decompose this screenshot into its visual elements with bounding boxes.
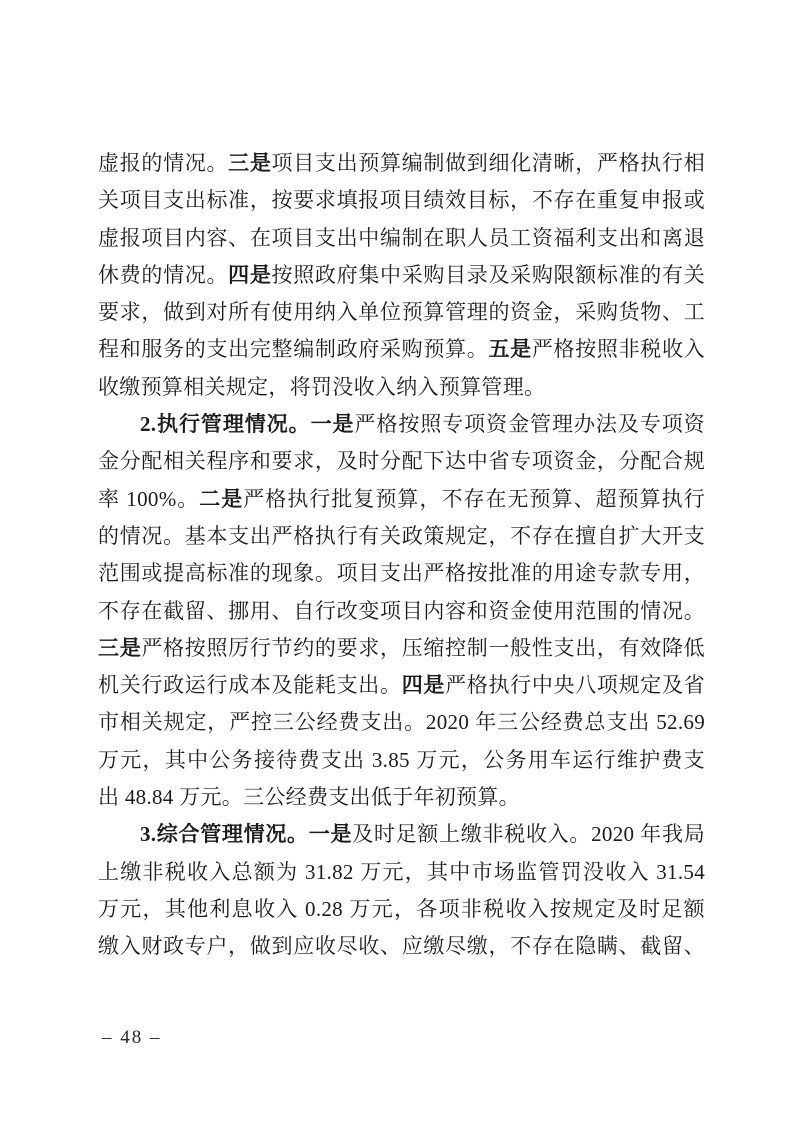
text-segment: 严格执行中央八项规定及省 (445, 673, 705, 698)
text-segment: 项目支出预算编制做到细化清晰，严格执行相 (271, 151, 705, 175)
text-segment: 率 100%。 (98, 486, 200, 511)
text-segment-bold: 3.综合管理情况。一是 (140, 822, 353, 847)
text-line (98, 294, 705, 331)
text-line (98, 928, 705, 965)
text-line (98, 443, 705, 480)
text-segment: 缴入财政专户，做到应收尽收、应缴尽缴，不存在隐瞒、截留、 (98, 934, 705, 959)
page-number: – 48 – (102, 1027, 162, 1048)
text-line (98, 369, 705, 406)
text-line (98, 891, 705, 928)
text-segment: 上缴非税收入总额为 31.82 万元，其中市场监管罚没收入 31.54 (98, 859, 705, 884)
text-segment: 程和服务的支出完整编制政府采购预算。 (98, 337, 489, 362)
text-segment: 休费的情况。 (98, 262, 229, 287)
text-segment-bold: 四是 (401, 673, 446, 698)
text-segment: 严格按照厉行节约的要求，压缩控制一般性支出，有效降低 (141, 635, 705, 660)
text-segment: 万元，其他利息收入 0.28 万元，各项非税收入按规定及时足额 (98, 896, 705, 921)
text-line (98, 220, 705, 257)
paragraph (98, 406, 705, 816)
text-segment: 严格按照专项资金管理办法及专项资 (354, 412, 705, 437)
document-body (98, 145, 705, 966)
text-segment: 金分配相关程序和要求，及时分配下达中省专项资金，分配合规 (98, 449, 705, 474)
text-segment: 及时足额上缴非税收入。2020 年我局 (352, 822, 705, 847)
text-segment-bold: 四是 (228, 262, 272, 287)
text-line (98, 816, 705, 853)
text-line (98, 518, 705, 555)
text-line (98, 704, 705, 741)
text-segment: 虚报项目内容、在项目支出中编制在职人员工资福利支出和离退 (98, 225, 705, 250)
text-segment: 万元，其中公务接待费支出 3.85 万元，公务用车运行维护费支 (98, 747, 705, 772)
text-segment: 机关行政运行成本及能耗支出。 (98, 673, 402, 698)
text-segment: 的情况。基本支出严格执行有关政策规定，不存在擅自扩大开支 (98, 523, 705, 548)
text-line (98, 630, 705, 667)
text-segment: 市相关规定，严控三公经费支出。2020 年三公经费总支出 52.69 (98, 710, 705, 735)
text-segment-bold: 2.执行管理情况。一是 (140, 412, 355, 437)
text-line (98, 593, 705, 630)
text-segment: 范围或提高标准的现象。项目支出严格按批准的用途专款专用， (98, 561, 705, 586)
text-segment: 虚报的情况。 (98, 151, 229, 175)
text-line (98, 406, 705, 443)
text-segment: 出 48.84 万元。三公经费支出低于年初预算。 (98, 785, 520, 810)
text-segment: 严格执行批复预算，不存在无预算、超预算执行 (243, 486, 705, 511)
text-segment: 不存在截留、挪用、自行改变项目内容和资金使用范围的情况。 (98, 598, 705, 623)
text-segment: 关项目支出标准，按要求填报项目绩效目标，不存在重复申报或 (98, 188, 705, 213)
paragraph (98, 816, 705, 965)
text-line (98, 331, 705, 368)
text-segment: 按照政府集中采购目录及采购限额标准的有关 (271, 262, 705, 287)
text-segment: 严格按照非税收入 (531, 337, 705, 362)
text-line (98, 779, 705, 816)
text-segment: 收缴预算相关规定，将罚没收入纳入预算管理。 (98, 374, 546, 399)
text-segment-bold: 三是 (98, 635, 142, 660)
text-line (98, 742, 705, 779)
text-line (98, 257, 705, 294)
text-segment-bold: 五是 (488, 337, 532, 362)
text-segment-bold: 二是 (199, 486, 244, 511)
text-line (98, 854, 705, 891)
text-segment: 要求，做到对所有使用纳入单位预算管理的资金，采购货物、工 (98, 300, 705, 325)
text-line (98, 481, 705, 518)
text-line (98, 667, 705, 704)
text-line (98, 182, 705, 219)
text-segment-bold: 三是 (228, 151, 272, 175)
text-line (98, 555, 705, 592)
text-line (98, 145, 705, 182)
paragraph (98, 145, 705, 406)
